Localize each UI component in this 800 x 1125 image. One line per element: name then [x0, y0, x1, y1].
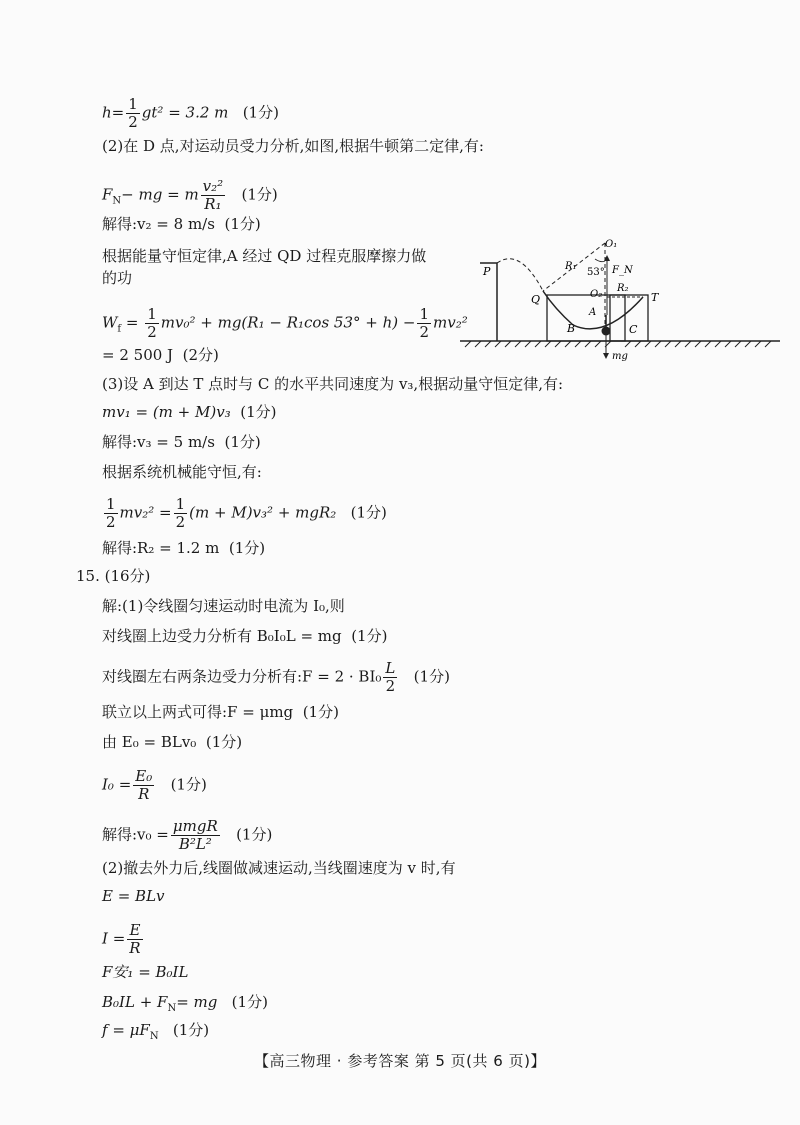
eq-height: h= $\frac{1}{2}$ gt² = 3.2 m (1分) — [102, 95, 279, 131]
label-angle: 53° — [587, 267, 605, 278]
eq-r2: 解得:R₂ = 1.2 m (1分) — [102, 539, 266, 557]
label-mg: mg — [612, 351, 628, 362]
label-q: Q — [531, 293, 541, 306]
label-c: C — [629, 323, 638, 336]
eq-side-edges: 对线圈左右两条边受力分析有:F = 2 · BI₀ $\frac{L}{2}$ (1分) — [102, 659, 450, 695]
eq-friction: $f = \mu F_N$ (1分) — [102, 1021, 210, 1042]
trajectory-dashed — [497, 259, 543, 291]
eq-emf: E = BLv — [102, 887, 165, 905]
eq-balance: $B_0IL + F_N=$ mg (1分) — [102, 993, 268, 1014]
label-a: A — [589, 307, 597, 318]
block-b — [547, 295, 625, 341]
eq-v2: 解得:v₂ = 8 m/s (1分) — [102, 215, 261, 233]
ground-hatch — [465, 341, 771, 347]
eq-f-combined: 联立以上两式可得:F = μmg (1分) — [102, 703, 339, 721]
eq-momentum: mv₁ = (m + M)v₃ (1分) — [102, 403, 277, 421]
label-r2: R₂ — [617, 283, 629, 294]
eq-top-edge: 对线圈上边受力分析有 B₀I₀L = mg (1分) — [102, 627, 388, 645]
eq-ampere: F安₁ = B₀IL — [102, 963, 189, 981]
angle-arc — [595, 259, 605, 262]
eq-work: $W_f$ = $\frac{1}{2}$ mv₀² + mg(R₁ − R₁cos 53° + h) − $\frac{1}{2}$ mv₂² — [102, 305, 468, 341]
energy-text-b: 的功 — [102, 269, 133, 287]
score: (1分) — [242, 103, 279, 122]
eq-i0: I₀ = $\frac{\text{E₀}}{R}$ (1分) — [102, 767, 207, 803]
label-fn: F_N — [612, 265, 633, 276]
label-b: B — [567, 322, 576, 335]
athlete-a — [602, 327, 611, 336]
part3-intro: (3)设 A 到达 T 点时与 C 的水平共同速度为 v₃,根据动量守恒定律,有: — [102, 375, 564, 393]
label-t: T — [651, 291, 659, 304]
q15-intro: 解:(1)令线圈匀速运动时电流为 I₀,则 — [102, 597, 345, 615]
eq-v3: 解得:v₃ = 5 m/s (1分) — [102, 433, 261, 451]
eq-work-result: = 2 500 J (2分) — [102, 346, 219, 364]
label-o2: O₂ — [590, 289, 603, 300]
part2-intro: (2)在 D 点,对运动员受力分析,如图,根据牛顿第二定律,有: — [102, 137, 484, 155]
eq-current: I = $\frac{E}{R}$ — [102, 921, 141, 957]
eq-emf0: 由 E₀ = BLv₀ (1分) — [102, 733, 243, 751]
page-footer: 【高三物理 · 参考答案 第 5 页(共 6 页)】 — [254, 1052, 546, 1070]
label-r1: R₁ — [565, 261, 577, 272]
label-o1: O₁ — [605, 239, 618, 250]
eq-v0: 解得:v₀ = $\frac{\text{μmgR}}{\text{B²L²}}$ (1分) — [102, 817, 273, 853]
energy-text-a: 根据能量守恒定律,A 经过 QD 过程克服摩擦力做 — [102, 247, 427, 265]
physics-diagram — [455, 235, 790, 365]
part2-q15: (2)撤去外力后,线圈做减速运动,当线圈速度为 v 时,有 — [102, 859, 456, 877]
energy-conservation-text: 根据系统机械能守恒,有: — [102, 463, 262, 481]
label-p: P — [483, 265, 491, 278]
question-15-heading: 15. (16分) — [76, 567, 151, 585]
eq-mech-energy: $\frac{1}{2}$ mv₂² = $\frac{1}{2}$ (m + M)v₃² + mgR₂ (1分) — [106, 495, 387, 531]
eq-newton: $F_N-$ mg = m $\frac{\text{v₂²}}{\text{R₁}}$ (1分) — [102, 177, 278, 213]
